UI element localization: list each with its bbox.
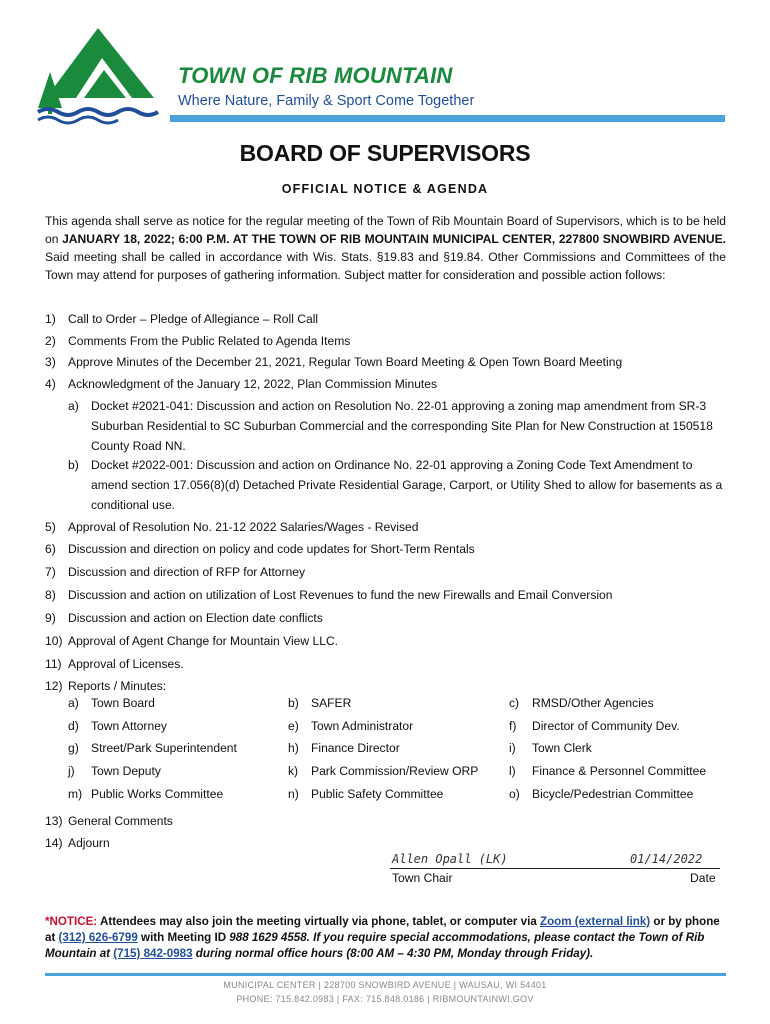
notice-text: or by phone at [45, 915, 720, 944]
report-letter: i) [509, 741, 516, 755]
item-text: General Comments [68, 814, 173, 828]
meeting-id: 988 1629 4558 [229, 931, 307, 944]
report-letter: a) [68, 696, 79, 710]
item-number: 3) [45, 355, 56, 369]
intro-text-2: Said meeting shall be called in accordance with Wis. Stats. §19.83 and §19.84. Other Commissions and Committees of the Town may attend for purposes of gathering information. Subject matter for consideration and possible action follows: [45, 250, 726, 282]
town-name: TOWN OF RIB MOUNTAIN [178, 63, 453, 88]
report-text: Public Safety Committee [311, 787, 444, 801]
signature-date: 01/14/2022 [630, 852, 703, 866]
subitem-text: Docket #2022-001: Discussion and action on Ordinance No. 22-01 approving a Zoning Code Text Amendment to amend section 17.056(8)(d) Detached Private Residential Garage, Carport, or Utility Shed to allow for basements as a conditional use. [91, 458, 723, 512]
phone-link[interactable]: (312) 626-6799 [58, 931, 138, 944]
item-text: Discussion and direction of RFP for Attorney [68, 565, 306, 579]
item-text: Acknowledgment of the January 12, 2022, Plan Commission Minutes [68, 377, 438, 391]
item-number: 4) [45, 377, 56, 391]
virtual-meeting-notice [45, 914, 726, 962]
footer-address: MUNICIPAL CENTER | 228700 SNOWBIRD AVENUE | WAUSAU, WI 54401 [223, 980, 547, 990]
notice-text: with Meeting ID [137, 931, 230, 944]
header-rule [170, 115, 725, 122]
report-letter: g) [68, 741, 79, 755]
page-subtitle: OFFICIAL NOTICE & AGENDA [281, 182, 489, 196]
footer-contact: PHONE: 715.842.0983 | FAX: 715.848.0186 | RIBMOUNTAINWI.GOV [236, 994, 534, 1004]
report-letter: j) [68, 764, 75, 778]
zoom-link[interactable]: Zoom (external link) [540, 915, 651, 928]
item-text: Adjourn [68, 836, 110, 850]
report-text: SAFER [311, 696, 352, 710]
subitem-letter: a) [68, 399, 79, 413]
item-text: Approve Minutes of the December 21, 2021, Regular Town Board Meeting & Open Town Board Meeting [68, 355, 623, 369]
report-text: Director of Community Dev. [532, 719, 680, 733]
report-letter: f) [509, 719, 517, 733]
item-text: Approval of Agent Change for Mountain View LLC. [68, 634, 339, 648]
town-logo [36, 20, 161, 125]
report-text: Park Commission/Review ORP [311, 764, 479, 778]
report-text: Finance Director [311, 741, 400, 755]
footer-rule [45, 973, 726, 976]
item-text: Discussion and action on utilization of Lost Revenues to fund the new Firewalls and Email Conversion [68, 588, 613, 602]
town-tagline: Where Nature, Family & Sport Come Together [178, 93, 475, 109]
report-letter: c) [509, 696, 520, 710]
item-number: 12) [45, 679, 63, 693]
report-letter: h) [288, 741, 299, 755]
report-letter: l) [509, 764, 516, 778]
item-number: 13) [45, 814, 63, 828]
item-number: 2) [45, 334, 56, 348]
signature-label: Town Chair [392, 871, 453, 885]
date-label: Date [690, 871, 716, 885]
item-number: 6) [45, 542, 56, 556]
page-title: BOARD OF SUPERVISORS [239, 140, 531, 166]
report-letter: d) [68, 719, 79, 733]
report-text: Town Administrator [311, 719, 414, 733]
item-number: 5) [45, 520, 56, 534]
notice-text: . If you require special accommodations, please contact the Town of Rib Mountain at [45, 931, 705, 960]
report-text: Bicycle/Pedestrian Committee [532, 787, 694, 801]
report-text: Street/Park Superintendent [91, 741, 237, 755]
item-text: Discussion and direction on policy and code updates for Short-Term Rentals [68, 542, 475, 556]
subitem-letter: b) [68, 458, 79, 472]
report-text: Town Attorney [91, 719, 167, 733]
intro-text-1: This agenda shall serve as notice for the regular meeting of the Town of Rib Mountain Board of Supervisors, which is to be held on [45, 214, 726, 246]
report-letter: b) [288, 696, 299, 710]
item-number: 1) [45, 312, 56, 326]
report-text: Town Deputy [91, 764, 161, 778]
signature-name: Allen Opall (LK) [392, 852, 508, 866]
item-text: Approval of Resolution No. 21-12 2022 Salaries/Wages - Revised [68, 520, 419, 534]
notice-text: Attendees may also join the meeting virtually via phone, tablet, or computer via [97, 915, 540, 928]
report-letter: e) [288, 719, 299, 733]
item-number: 11) [45, 657, 62, 671]
phone-link[interactable]: (715) 842-0983 [113, 947, 193, 960]
item-text: Call to Order – Pledge of Allegiance – Roll Call [68, 312, 319, 326]
report-text: Town Clerk [532, 741, 592, 755]
notice-label: *NOTICE: [45, 915, 98, 928]
subitem-text: Docket #2021-041: Discussion and action on Resolution No. 22-01 approving a zoning map amendment from SR-3 Suburban Residential to SC Suburban Commercial and the corresponding Site Plan for New Construction at 150518 County Road NN. [91, 399, 713, 453]
report-letter: n) [288, 787, 299, 801]
agenda-subitem [68, 396, 729, 456]
notice-text: during normal office hours (8:00 AM – 4:30 PM, Monday through Friday). [192, 947, 594, 960]
item-text: Reports / Minutes: [68, 679, 167, 693]
item-text: Comments From the Public Related to Agenda Items [68, 334, 351, 348]
item-text: Discussion and action on Election date conflicts [68, 611, 323, 625]
item-text: Approval of Licenses. [68, 657, 184, 671]
report-letter: k) [288, 764, 299, 778]
item-number: 10) [45, 634, 63, 648]
report-text: Public Works Committee [91, 787, 224, 801]
item-number: 8) [45, 588, 56, 602]
agenda-subitem [68, 455, 729, 515]
item-number: 14) [45, 836, 63, 850]
item-number: 7) [45, 565, 56, 579]
intro-paragraph [45, 212, 726, 284]
report-text: Town Board [91, 696, 155, 710]
report-text: RMSD/Other Agencies [532, 696, 654, 710]
report-letter: m) [68, 787, 83, 801]
report-text: Finance & Personnel Committee [532, 764, 707, 778]
item-number: 9) [45, 611, 56, 625]
signature-line [390, 868, 720, 869]
meeting-details: JANUARY 18, 2022; 6:00 P.M. AT THE TOWN OF RIB MOUNTAIN MUNICIPAL CENTER, 227800 SNOWBIRD AVENUE. [62, 232, 727, 246]
report-letter: o) [509, 787, 520, 801]
